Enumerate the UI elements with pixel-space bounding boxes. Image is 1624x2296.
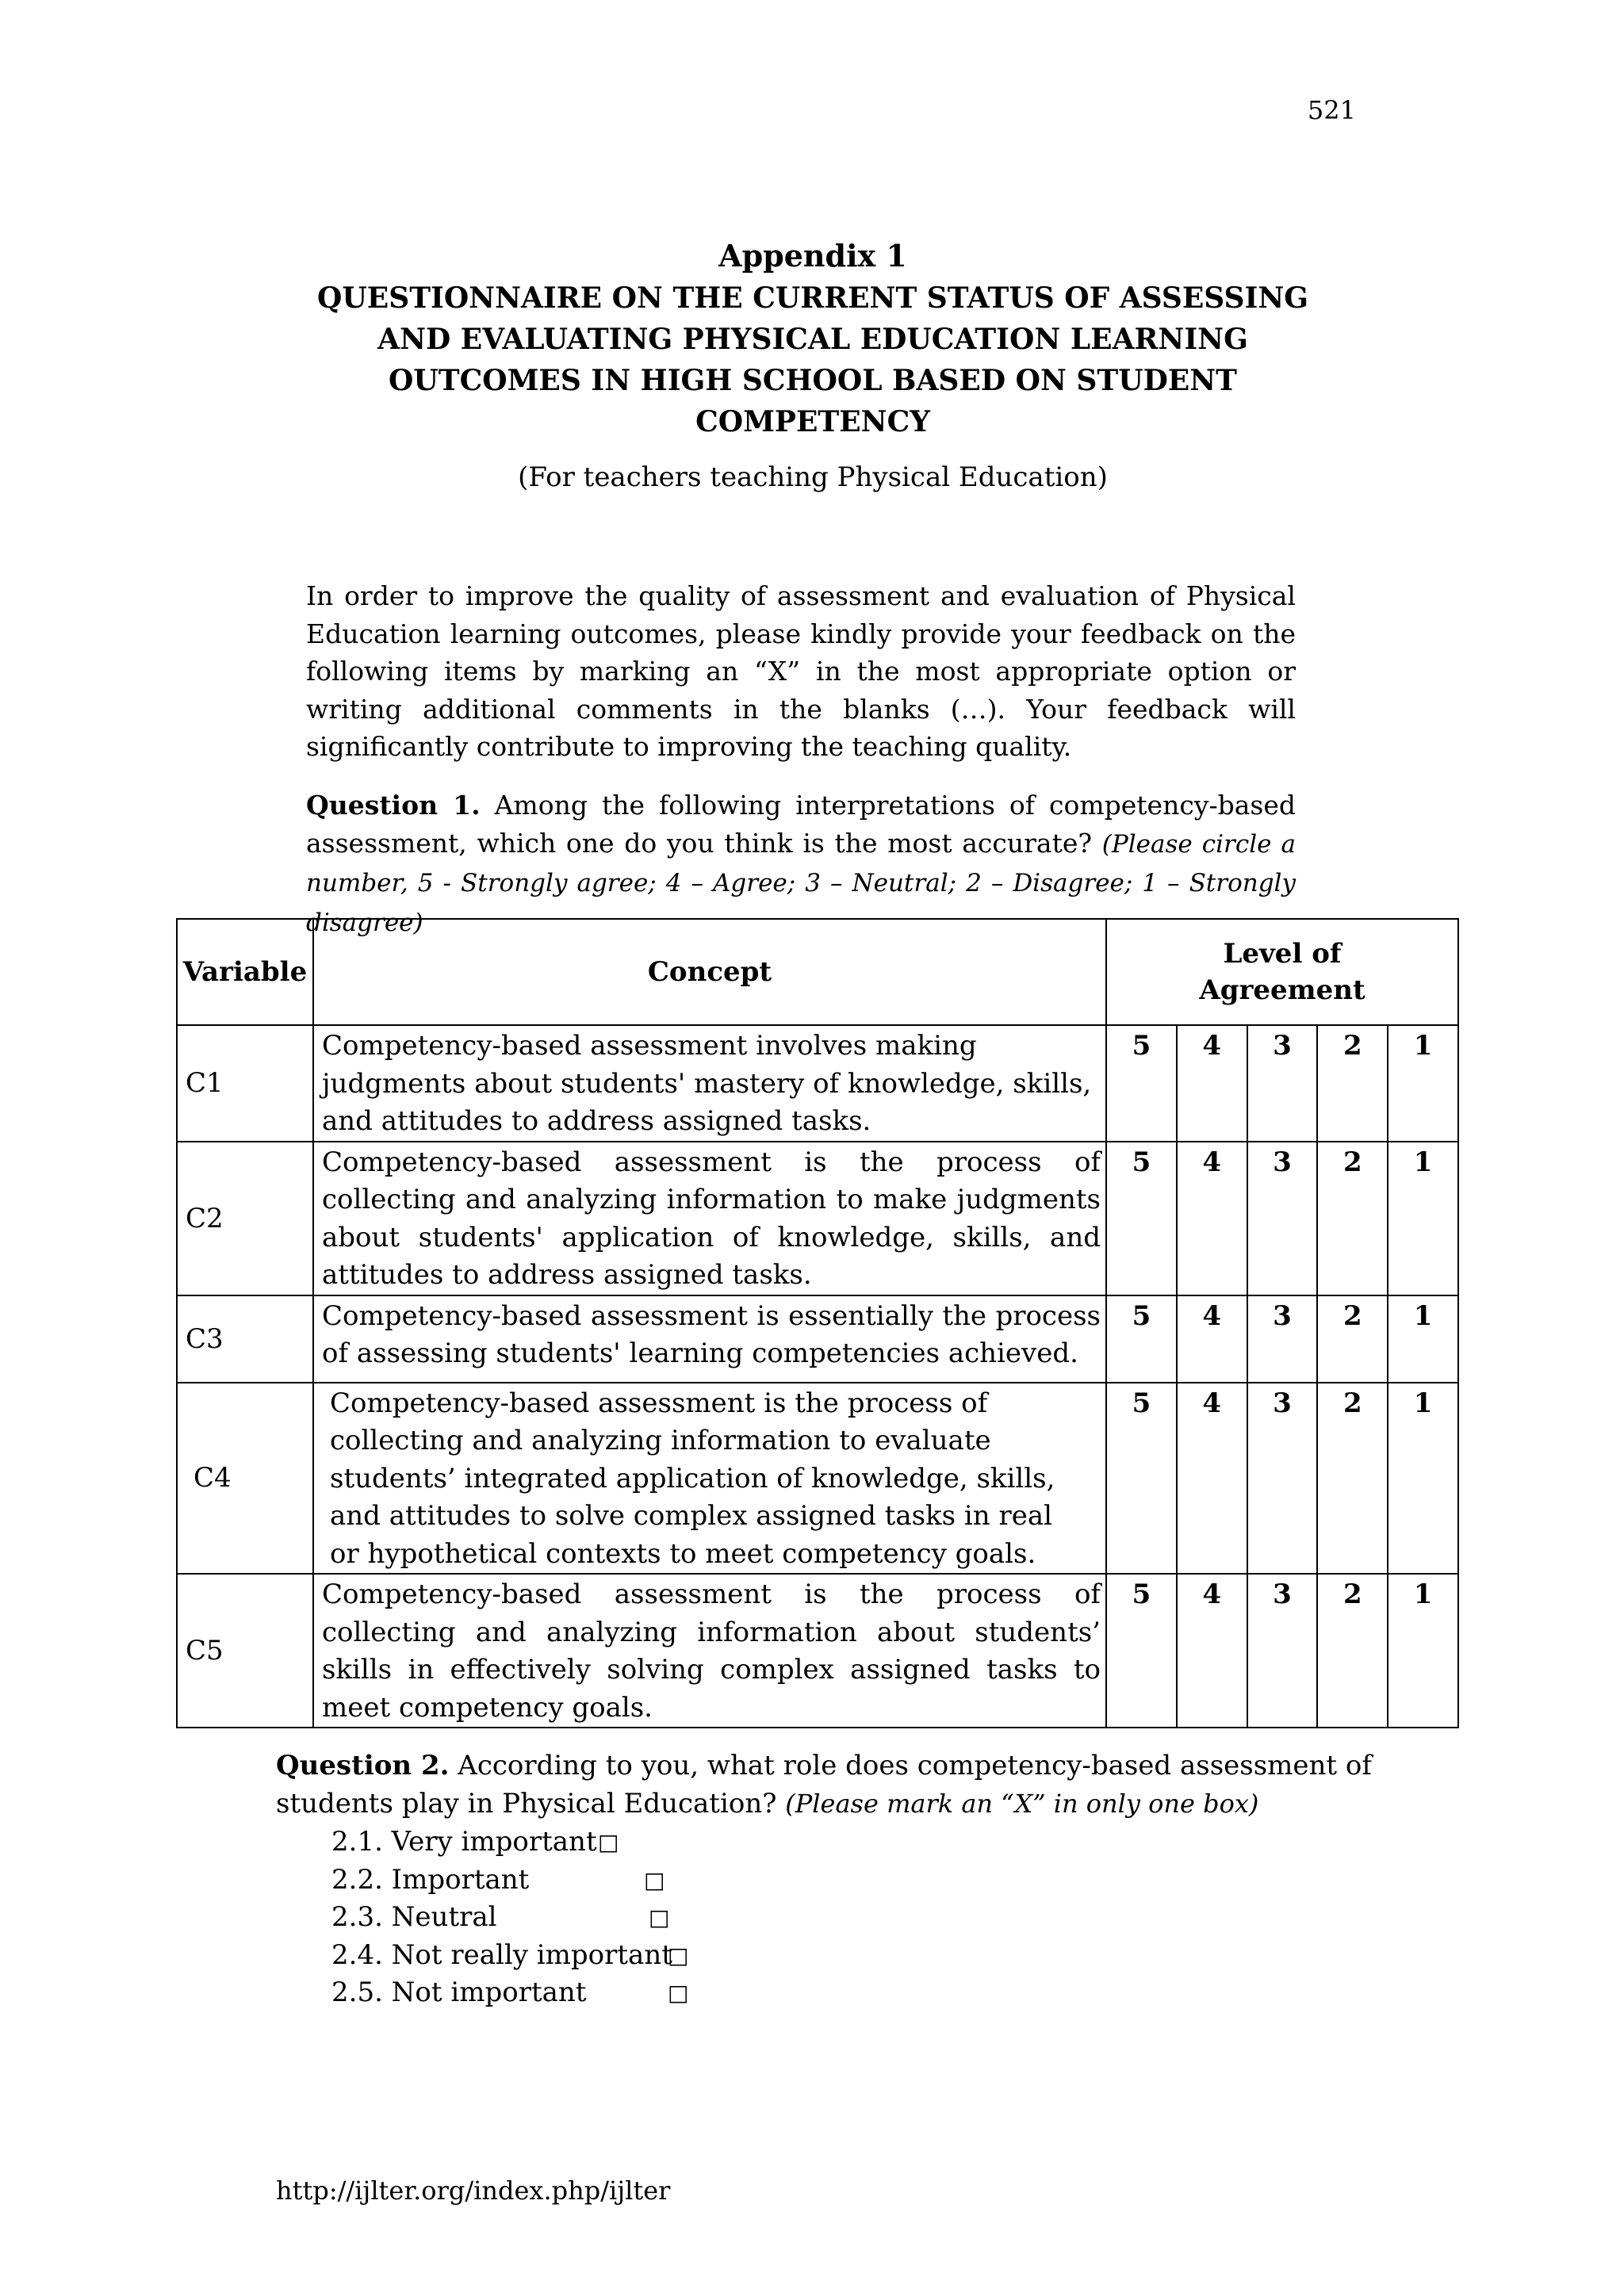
checkbox-icon[interactable]: □: [649, 1904, 670, 1931]
option-label: 2.2. Important: [331, 1863, 530, 1896]
title-line: COMPETENCY: [695, 405, 930, 438]
agreement-table: [176, 918, 1459, 1728]
variable-cell: C2: [177, 1142, 313, 1295]
checkbox-icon[interactable]: □: [644, 1866, 665, 1893]
variable-cell: C5: [177, 1574, 313, 1728]
scale-5[interactable]: 5: [1106, 1142, 1177, 1295]
table-row: [177, 1025, 1458, 1142]
scale-3[interactable]: 3: [1247, 1025, 1318, 1142]
question-2: [276, 1747, 1386, 1823]
variable-cell: C1: [177, 1025, 313, 1142]
scale-3[interactable]: 3: [1247, 1142, 1318, 1295]
scale-4[interactable]: 4: [1177, 1383, 1247, 1575]
option-not-important: [331, 1974, 689, 2012]
appendix-label: Appendix 1: [718, 238, 907, 274]
table-row: [177, 1295, 1458, 1383]
scale-3[interactable]: 3: [1247, 1383, 1318, 1575]
header-level-line1: Level of: [1223, 938, 1342, 970]
header-level-line2: Agreement: [1199, 974, 1365, 1006]
header-concept: Concept: [313, 919, 1106, 1025]
intro-paragraph: In order to improve the quality of assessment and evaluation of Physical Education learning outcomes, please kindly provide your feedback on the following items by marking an “X” in the most appropriate option or writing additional comments in the blanks (…). Your feedback will significantly contribute to improving the teaching quality.: [306, 580, 1296, 762]
option-neutral: [331, 1899, 672, 1937]
scale-5[interactable]: 5: [1106, 1295, 1177, 1383]
question-1-label: Question 1.: [306, 790, 481, 821]
option-very-important: [331, 1823, 672, 1862]
concept-cell: Competency-based assessment is the process of collecting and analyzing information to make judgments about students' application of knowledge, skills, and attitudes to address assigned tasks.: [313, 1142, 1106, 1295]
page-number: 521: [1307, 95, 1356, 125]
question-2-label: Question 2.: [276, 1750, 450, 1781]
option-not-really-important: [331, 1937, 689, 1975]
scale-2[interactable]: 2: [1317, 1142, 1388, 1295]
scale-1[interactable]: 1: [1388, 1383, 1458, 1575]
scale-3[interactable]: 3: [1247, 1295, 1318, 1383]
scale-2[interactable]: 2: [1317, 1383, 1388, 1575]
scale-2[interactable]: 2: [1317, 1025, 1388, 1142]
scale-2[interactable]: 2: [1317, 1574, 1388, 1728]
table-header-row: [177, 919, 1458, 1025]
scale-4[interactable]: 4: [1177, 1574, 1247, 1728]
scale-4[interactable]: 4: [1177, 1142, 1247, 1295]
variable-cell: C3: [177, 1295, 313, 1383]
option-label: 2.1. Very important: [331, 1826, 597, 1858]
heading-block: [262, 235, 1364, 442]
title-line: QUESTIONNAIRE ON THE CURRENT STATUS OF ASSESSING: [317, 281, 1308, 315]
variable-cell: C4: [177, 1383, 313, 1575]
checkbox-icon[interactable]: □: [668, 1980, 689, 2006]
scale-2[interactable]: 2: [1317, 1295, 1388, 1383]
scale-1[interactable]: 1: [1388, 1295, 1458, 1383]
question-2-text: According to you, what role does competency-based assessment of students play in Physical Education?: [276, 1750, 1372, 1820]
table-row: [177, 1142, 1458, 1295]
concept-cell: Competency-based assessment involves making judgments about students' mastery of knowledge, skills, and attitudes to address assigned tasks.: [313, 1025, 1106, 1142]
scale-4[interactable]: 4: [1177, 1295, 1247, 1383]
option-label: 2.5. Not important: [331, 1976, 587, 2008]
question-1-text: Among the following interpretations of competency-based assessment, which one do you think is the most accurate?: [306, 790, 1296, 859]
checkbox-icon[interactable]: □: [668, 1942, 689, 1969]
subtitle: (For teachers teaching Physical Education): [518, 461, 1108, 493]
scale-1[interactable]: 1: [1388, 1142, 1458, 1295]
scale-4[interactable]: 4: [1177, 1025, 1247, 1142]
scale-5[interactable]: 5: [1106, 1574, 1177, 1728]
table-row: [177, 1383, 1458, 1575]
header-variable: Variable: [177, 919, 313, 1025]
question-1-hint: (Please circle a number, 5 - Strongly agree; 4 – Agree; 3 – Neutral; 2 – Disagree; 1 – Strongly disagree): [306, 829, 1297, 937]
scale-3[interactable]: 3: [1247, 1574, 1318, 1728]
concept-cell: Competency-based assessment is the process of collecting and analyzing information about students’ skills in effectively solving complex assigned tasks to meet competency goals.: [313, 1574, 1106, 1728]
scale-1[interactable]: 1: [1388, 1025, 1458, 1142]
table-row: [177, 1574, 1458, 1728]
option-label: 2.4. Not really important: [331, 1938, 672, 1971]
option-important: [331, 1862, 672, 1900]
concept-cell: Competency-based assessment is essentially the process of assessing students' learning competencies achieved.: [313, 1295, 1106, 1383]
title-line: AND EVALUATING PHYSICAL EDUCATION LEARNING: [377, 323, 1248, 356]
footer-url[interactable]: http://ijlter.org/index.php/ijlter: [276, 2175, 671, 2206]
title-line: OUTCOMES IN HIGH SCHOOL BASED ON STUDENT: [389, 364, 1237, 397]
header-level-of-agreement: [1106, 919, 1458, 1025]
scale-5[interactable]: 5: [1106, 1383, 1177, 1575]
question-2-options: [331, 1823, 689, 2012]
checkbox-icon[interactable]: □: [598, 1829, 619, 1855]
option-label: 2.3. Neutral: [331, 1901, 497, 1933]
question-2-hint: (Please mark an “X” in only one box): [785, 1788, 1259, 1819]
scale-1[interactable]: 1: [1388, 1574, 1458, 1728]
scale-5[interactable]: 5: [1106, 1025, 1177, 1142]
concept-cell: Competency-based assessment is the process of collecting and analyzing information to evaluate students’ integrated application of knowledge, skills, and attitudes to solve complex assigned tasks in real or hypothetical contexts to meet competency goals.: [313, 1383, 1106, 1575]
